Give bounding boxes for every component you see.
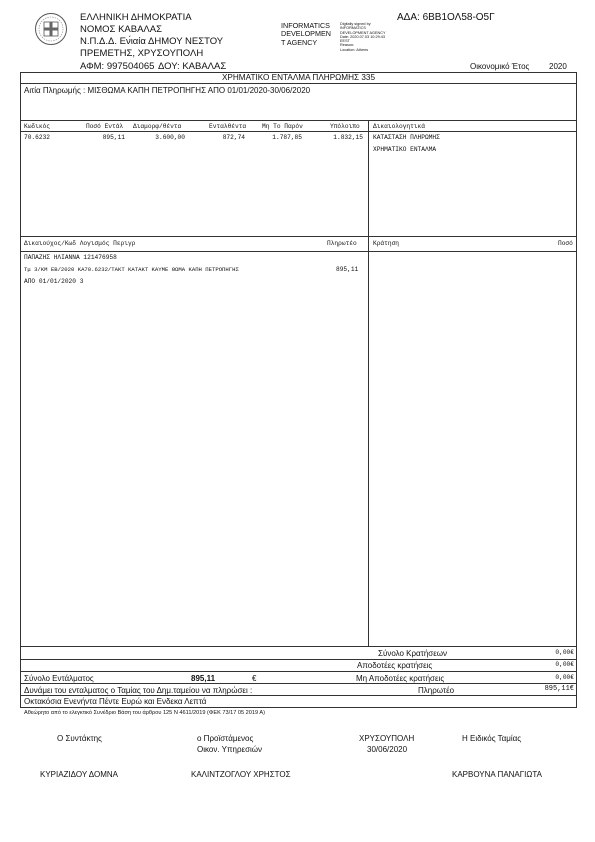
fiscal-year-label: Οικονομικό Έτος <box>470 62 530 71</box>
header-line-2: ΝΟΜΟΣ ΚΑΒΑΛΑΣ <box>80 24 162 35</box>
table-row-issued: 872,74 <box>222 134 245 141</box>
header-line-1: ΕΛΛΗΝΙΚΗ ΔΗΜΟΚΡΑΤΙΑ <box>80 12 192 23</box>
deduction-header: Κράτηση <box>373 240 399 247</box>
head-name: ΚΑΛΙΝΤΖΟΓΛΟΥ ΧΡΗΣΤΟΣ <box>191 770 291 779</box>
ida-brand: INFORMATICS DEVELOPMEN T AGENCY <box>281 21 331 47</box>
order-total-label: Σύνολο Εντάλματος <box>24 674 94 683</box>
digital-signature-block: Digitally signed by INFORMATICS DEVELOPMENT AGENCY Date: 2020.07.03 10:29:43 EEST Reason: Location: Athens <box>340 22 386 52</box>
col-balance-header: Υπόλοιπο <box>330 123 360 130</box>
greek-emblem-icon <box>34 12 68 46</box>
deductions-total-label: Σύνολο Κρατήσεων <box>378 649 448 658</box>
treasurer-title: Η Ειδικός Ταμίας <box>462 734 522 743</box>
place: ΧΡΥΣΟΥΠΟΛΗ <box>359 734 415 743</box>
supporting-docs-header: Δικαιολογητικά <box>373 123 425 130</box>
supporting-doc-2: ΧΡΗΜΑΤΙΚΟ ΕΝΤΑΛΜΑ <box>373 146 437 153</box>
non-payable-deductions: 0,00€ <box>555 674 574 681</box>
payee-amount: 895,11 <box>336 266 359 273</box>
deduction-amount-header: Ποσό <box>558 240 573 247</box>
header-line-3: Ν.Π.Δ.Δ. Εν́ιαία ΔΗΜΟΥ ΝΕΣΤΟΥ <box>80 36 224 47</box>
table-row-budget: 3.600,00 <box>155 134 185 141</box>
col-current-header: Μη Το Παρόν <box>262 123 303 130</box>
page-title: ΧΡΗΜΑΤΙΚΟ ΕΝΤΑΛΜΑ ΠΛΗΡΩΜΗΣ 335 <box>221 73 376 82</box>
treasurer-name: ΚΑΡΒΟΥΝΑ ΠΑΝΑΓΙΩΤΑ <box>452 770 543 779</box>
payee-name: ΠΑΠΑΖΗΣ ΗΛΙΑΝΝΑ 121476958 <box>24 254 117 261</box>
head-subtitle: Οικον. Υπηρεσιών <box>197 745 263 754</box>
payee-header: Δικαιούχος/Κωδ Λογισμός Περιγρ <box>24 240 136 247</box>
non-payable-deductions-label: Μη Αποδοτέες κρατήσεις <box>356 674 445 683</box>
payable-deductions-label: Αποδοτέες κρατήσεις <box>357 661 433 670</box>
payable-label: Πληρωτέο <box>418 686 455 695</box>
table-row-current: 1.787,85 <box>272 134 302 141</box>
order-total: 895,11 <box>191 674 216 683</box>
payable-header: Πληρωτέο <box>327 240 357 247</box>
fiscal-year: 2020 <box>549 62 567 71</box>
deductions-total: 0,00€ <box>555 649 574 656</box>
supporting-doc-1: ΚΑΤΑΣΤΑΣΗ ΠΛΗΡΩΜΗΣ <box>373 134 440 141</box>
authority-text: Δυνάμει του ενταλματος ο Ταμίας του Δημ.ταμείου να πληρώσει : <box>24 686 253 695</box>
payee-description-2: ΑΠΟ 01/01/2020 3 <box>24 278 84 285</box>
header-line-4: ΠΡΕΜΕΤΗΣ, ΧΡΥΣΟΥΠΟΛΗ <box>80 48 204 59</box>
col-budget-header: Διαμορφ/θέντα <box>133 123 182 130</box>
col-issued-header: Ενταλθέντα <box>209 123 247 130</box>
col-amount-header: Ποσό Εντάλ <box>86 123 124 130</box>
payee-description: Τμ 3/ΚΜ ΕΒ/2020 ΚΑ70.6232/ΤΑΚΤ ΚΑΤΑΚΤ ΚΑΥΜΕ ΘΩΜΑ ΚΑΠΗ ΠΕΤΡΟΠΗΓΗΣ <box>24 266 239 273</box>
payable-amount: 895,11€ <box>544 685 574 693</box>
euro-sign: € <box>252 674 257 683</box>
composer-title: Ο Συντάκτης <box>57 734 102 743</box>
legal-note: Αθεώρητο από το ελεγκτικό Συνέδριο Βάση του άρθρου 125 Ν 4611/2019 (ΦΕΚ 73/17 05 2019 Α) <box>24 710 265 716</box>
payable-deductions: 0,00€ <box>555 661 574 668</box>
head-title: ο Προϊστάμενος <box>197 734 254 743</box>
afm: ΑΦΜ: 997504065 <box>80 61 155 72</box>
table-row-code: 70.6232 <box>24 134 50 141</box>
col-code-header: Κωδικός <box>24 123 50 130</box>
amount-in-words: Οκτακόσια Ενενήντα Πέντε Ευρώ και Ενδεκα Λεπτά <box>24 697 207 706</box>
table-row-balance: 1.832,15 <box>333 134 363 141</box>
doy: ΔΟΥ: ΚΑΒΑΛΑΣ <box>158 61 227 72</box>
order-frame <box>20 72 577 708</box>
ada-code: ΑΔΑ: 6ΒΒ1ΟΛ58-Ο5Γ <box>397 12 495 23</box>
table-row-amount: 895,11 <box>102 134 125 141</box>
composer-name: ΚΥΡΙΑΖΙΔΟΥ ΔΟΜΝΑ <box>40 770 118 779</box>
payment-reason: Αιτία Πληρωμής : ΜΙΣΘΩΜΑ ΚΑΠΗ ΠΕΤΡΟΠΗΓΗΣ ΑΠΟ 01/01/2020-30/06/2020 <box>24 86 311 95</box>
date: 30/06/2020 <box>367 745 408 754</box>
